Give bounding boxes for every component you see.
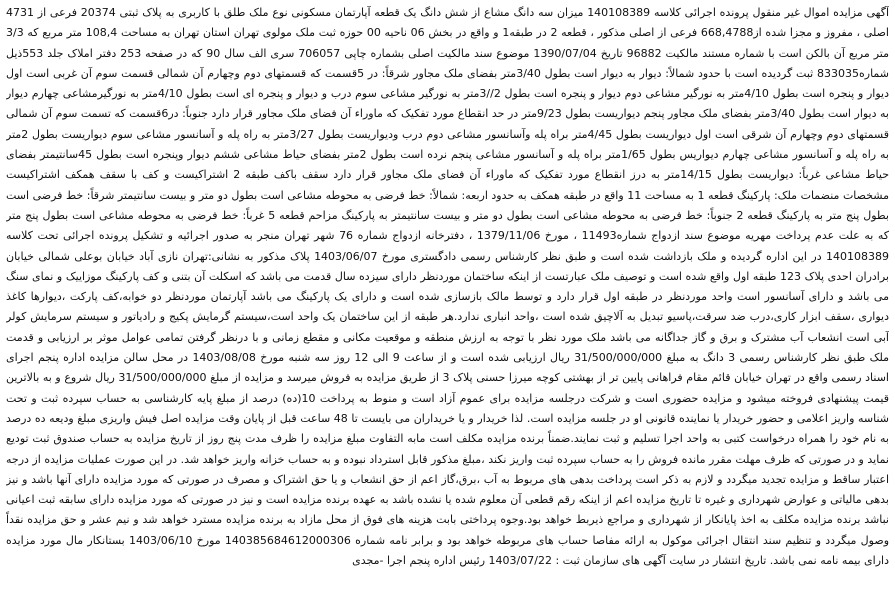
auction-notice-text: آگهی مزایده اموال غیر منقول پرونده اجرائی کلاسه 140108389 میزان سه دانگ مشاع از شش دانگ یک قطعه آپارتمان مسکونی نوع ملک طلق با کاربری به پلاک ثبتی 20374 فرعی از 4731 اصلی ، مفروز و مجزا شده از668,4788 فرعی از اصلی مذکور ، قطعه 2 در طبقه1 و واقع در بخش 06 ناحیه 00 حوزه ثبت ملک مولوی تهران استان تهران به مساحت 108,4 متر مربع که 3/3 متر مربع آن بالکن است با شماره مستند مالکیت 96882 تاریخ 1390/07/04 موضوع سند مالکیت اصلی بشماره چاپی 706057 سری الف سال 90 که در صفحه 253 دفتر املاک جلد 553ذیل شماره833035 ثبت گردیده است با حدود شمالاً: دیوار به دیوار است بطول 3/40متر بفضای ملک مجاور شرقاً: در 5قسمت که قسمتهای دوم وچهارم آن شمالی قسمت سوم آن غربی است اول دیوار و پنجره است بطول 4/10متر به نورگیر مشاعی دوم دیوار و پنجره است بطول 2//3متر به نورگیر مشاعی سوم درب و دیوار و پنجره ای است بطول 4/10متر به نورگیرمشاعی چهارم دیوار به دیوار است بطول 3/40متر بفضای ملک مجاور پنجم دیواریست بطول 9/23متر در حد انقطاع مورد تفکیک که ماوراء آن فضای ملک مجاور قرار دارد جنوباً: در6قسمت که تسمت سوم آن شمالی قسمتهای دوم وچهارم آن شرقی است اول دیواریست بطول 4/45متر براه پله وآسانسور مشاعی دوم درب ودیواریست بطول 3/27متر به راه پله و آسانسور مشاعی سوم دیواریست بطول 2متر به راه پله و آسانسور مشاعی چهارم دیواریس بطول 1/65متر براه پله و آسانسور مشاعی پنجم نرده است بطول 2متر بفضای حیاط مشاعی ششم دیوار وپنجره است بطول 45سانتیمتر بفضای حیاط مشاعی غرباً: دیواریست بطول 14/15متر به درز انقطاع مورد تفکیک که ماوراء آن فضای ملک مجاور قرار دارد سقف باکف طبقه 2 اشتراکیست و کف با سقف همکف اشتراکیست مشخصات منضمات ملک: پارکینگ قطعه 1 به مساحت 11 واقع در طبقه همکف به حدود اربعه: شمالاً: خط فرضی به محوطه مشاعی است بطول دو متر و بیست سانتیمتر شرقاً: خط فرضی است بطول پنج متر به پارکینگ قطعه 2 جنوباً: خط فرضی به محوطه مشاعی است بطول دو متر و بیست سانتیمتر به پارکینگ مزاحم قطعه 5 غرباً: خط فرضی به محوطه مشاعی است بطول پنج متر که به علت عدم پرداخت مهریه موضوع سند ازدواج شماره11493 ، مورخ 1379/11/06 ، دفترخانه ازدواج شماره 76 شهر تهران منجر به صدور اجرائیه و تشکیل پرونده اجرائی تحت کلاسه 140108389 در این اداره گردیده و ملک بازداشت شده است و طبق نظر کارشناس رسمی دادگستری مورخ 1403/06/07 پلاک مذکور به نشانی:تهران نازی آباد خیابان بوعلی شمالی خیابان برادران احدی پلاک 123 طبقه اول واقع شده است و توصیف ملک عبارتست از اینکه ساختمان موردنظر دارای سیزده سال قدمت می باشد که اسکلت آن بتنی و کف پارکینگ موزاییک و نمای سنگ می باشد و دارای آسانسور است واحد موردنظر در طبقه اول قرار دارد و توسط مالک بازسازی شده است و دارای یک پارکینگ می باشد آپارتمان موردنظر دو خوابه،کف پارکت ،دیوارها کاغذ دیواری ،سقف ابزار کاری،درب ضد سرقت،پاسیو تبدیل به آلاچیق شده است ،واحد انباری ندارد.هر طبقه از این ساختمان یک واحد است،سیستم گرمایش پکیج و رادیاتور و سیستم سرمایش کولر آبی است انشعاب آب مشترک و برق و گاز جداگانه می باشد ملک مورد نظر با توجه به ارزش منطقه و موقعیت مکانی و مقطع زمانی و با درنظر گرفتن تمامی عوامل موثر بر ارزیابی و قدمت ملک طبق نظر کارشناس رسمی 3 دانگ به مبلغ 31/500/000/000 ریال ارزیابی شده است و از ساعت 9 الی 12 روز سه شنبه مورخ 1403/08/08 در محل سالن مزایده اداره پنجم اجرای اسناد رسمی واقع در تهران خیابان قائم مقام فراهانی پایین تر از بهشتی کوچه میرزا حسنی پلاک 3 از طریق مزایده به فروش میرسد و مزایده از مبلغ 31/500/000/000 ریال شروع و به بالاترین قیمت پیشنهادی فروخته میشود و مزایده حضوری است و شرکت درجلسه مزایده برای عموم آزاد است و منوط به پرداخت 10(ده) درصد از مبلغ پایه کارشناسی به حساب سپرده ثبت و تحت شناسه واریز اعلامی و حضور خریدار یا نماینده قانونی او در جلسه مزایده است. لذا خریدار و یا خریداران می بایست تا 48 ساعت قبل از پایان وقت مزایده اصل فیش واریزی مبلغ ودیعه ده درصد به نام خود را همراه درخواست کتبی به واحد اجرا تسلیم و ثبت نمایند.ضمناً برنده مزایده مکلف است مابه التفاوت مبلغ مزایده را ظرف مدت پنج روز از تاریخ مزایده به حساب صندوق ثبت تودیع نماید و در صورتی که ظرف مهلت مقرر مانده فروش را به حساب سپرده ثبت واریز نکند ،مبلغ مذکور قابل استرداد نبوده و به حساب خزانه واریز خواهد شد. در این صورت عملیات مزایده از درجه اعتبار ساقط و مزایده تجدید میگردد و لازم به ذکر است پرداخت بدهی های مربوط به آب ،برق،گاز اعم از حق انشعاب و یا حق اشتراک و مصرف در صورتی که مورد مزایده دارای آنها باشد و نیز بدهی مالیاتی و عوارض شهرداری و غیره تا تاریخ مزایده اعم از اینکه رقم قطعی آن معلوم شده یا نشده باشد به عهده برنده مزایده است و نیز در صورتی که مورد مزایده دارای سابقه ثبت اعیانی نباشد برنده مزایده مکلف به اخذ پایانکار از شهرداری و مراجع ذیربط خواهد بود.وجوه پرداختی بابت هزینه های فوق از محل مازاد به برنده مزایده مسترد خواهد شد و نیم عشر و حق مزایده نقداً وصول میگردد و تنظیم سند انتقال اجرائی موکول به ارائه مفاصا حساب های مربوطه خواهد بود و برابر نامه شماره 140385684612000306 مورخ 1403/06/10 بستانکار مال مورد مزایده دارای بیمه نامه نمی باشد. تاریخ انتشار در سایت آگهی های سازمان ثبت : 1403/07/22 رئیس اداره پنجم اجرا -مجدی: [6, 6, 889, 568]
auction-notice: [6, 3, 889, 588]
